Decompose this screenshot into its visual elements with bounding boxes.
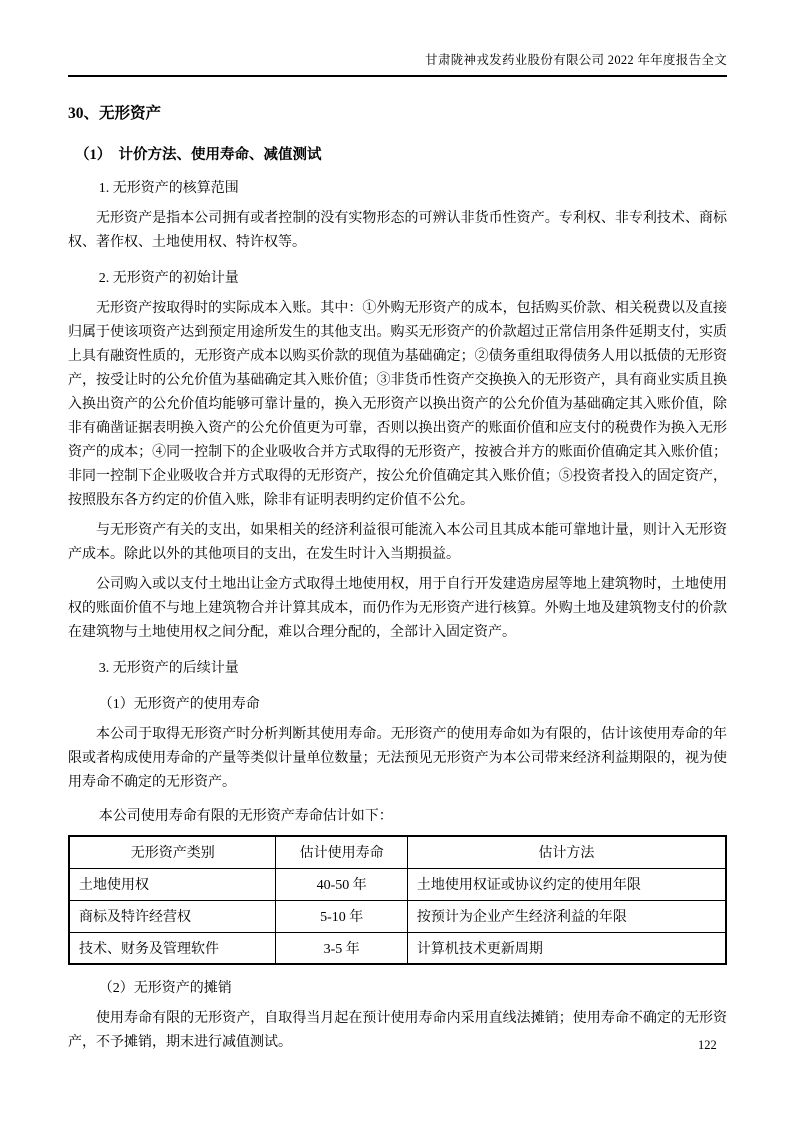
table-cell-method: 计算机技术更新周期 (407, 932, 726, 964)
section-title: 30、无形资产 (68, 105, 162, 122)
subsection-title: （1） 计价方法、使用寿命、减值测试 (75, 147, 322, 163)
table-header-row (69, 836, 726, 868)
report-header-title: 甘肃陇神戎发药业股份有限公司 2022 年年度报告全文 (425, 53, 727, 67)
table-cell-category: 商标及特许经营权 (69, 900, 276, 932)
paragraph-related-expenditure: 与无形资产有关的支出，如果相关的经济利益很可能流入本公司且其成本能可靠地计量，则计入无形资产成本。除此以外的其他项目的支出，在发生时计入当期损益。 (68, 523, 727, 562)
table-row (69, 932, 726, 964)
table-header-category: 无形资产类别 (69, 836, 276, 868)
sub-heading-useful-life: （1）无形资产的使用寿命 (98, 697, 260, 712)
paragraph-definition: 无形资产是指本公司拥有或者控制的没有实物形态的可辨认非货币性资产。专利权、非专利技术、商标权、著作权、土地使用权、特许权等。 (68, 211, 727, 250)
table-cell-method: 土地使用权证或协议约定的使用年限 (407, 868, 726, 900)
table-cell-life: 3-5 年 (276, 932, 407, 964)
page-number: 122 (698, 1038, 717, 1052)
table-cell-category: 技术、财务及管理软件 (69, 932, 276, 964)
table-cell-category: 土地使用权 (69, 868, 276, 900)
useful-life-table (68, 835, 727, 965)
paragraph-amortization: 使用寿命有限的无形资产，自取得当月起在预计使用寿命内采用直线法摊销；使用寿命不确定的无形资产，不予摊销，期末进行减值测试。 (68, 1011, 727, 1050)
paragraph-initial-measurement: 无形资产按取得时的实际成本入账。其中：①外购无形资产的成本，包括购买价款、相关税费以及直接归属于使该项资产达到预定用途所发生的其他支出。购买无形资产的价款超过正常信用条件延期支付，实质上具有融资性质的，无形资产成本以购买价款的现值为基础确定；②债务重组取得债务人用以抵债的无形资产，按受让时的公允价值为基础确定其入账价值；③非货币性资产交换换入的无形资产，具有商业实质且换入换出资产的公允价值均能够可靠计量的，换入无形资产以换出资产的公允价值为基础确定其入账价值，除非有确凿证据表明换入资产的公允价值更为可靠，否则以换出资产的账面价值和应支付的税费作为换入无形资产的成本；④同一控制下的企业吸收合并方式取得的无形资产，按被合并方的账面价值确定其入账价值；非同一控制下企业吸收合并方式取得的无形资产，按公允价值确定其入账价值；⑤投资者投入的固定资产，按照股东各方约定的价值入账，除非有证明表明约定价值不公允。 (68, 301, 727, 508)
sub-heading-amortization: （2）无形资产的摊销 (98, 981, 232, 996)
table-header-life: 估计使用寿命 (276, 836, 407, 868)
table-row (69, 868, 726, 900)
paragraph-land-use-right: 公司购入或以支付土地出让金方式取得土地使用权，用于自行开发建造房屋等地上建筑物时，土地使用权的账面价值不与地上建筑物合并计算其成本，而仍作为无形资产进行核算。外购土地及建筑物支付的价款在建筑物与土地使用权之间分配，难以合理分配的，全部计入固定资产。 (68, 577, 727, 640)
table-cell-life: 5-10 年 (276, 900, 407, 932)
table-intro: 本公司使用寿命有限的无形资产寿命估计如下： (98, 809, 393, 824)
page-header (68, 50, 727, 77)
table-cell-method: 按预计为企业产生经济利益的年限 (407, 900, 726, 932)
table-row (69, 900, 726, 932)
sub-heading-subsequent-measurement: 3. 无形资产的后续计量 (98, 661, 239, 676)
sub-heading-accounting-scope: 1. 无形资产的核算范围 (98, 181, 239, 196)
sub-heading-initial-measurement: 2. 无形资产的初始计量 (98, 271, 239, 286)
table-cell-life: 40-50 年 (276, 868, 407, 900)
paragraph-useful-life: 本公司于取得无形资产时分析判断其使用寿命。无形资产的使用寿命如为有限的，估计该使用寿命的年限或者构成使用寿命的产量等类似计量单位数量；无法预见无形资产为本公司带来经济利益期限的，视为使用寿命不确定的无形资产。 (68, 727, 727, 790)
table-header-method: 估计方法 (407, 836, 726, 868)
